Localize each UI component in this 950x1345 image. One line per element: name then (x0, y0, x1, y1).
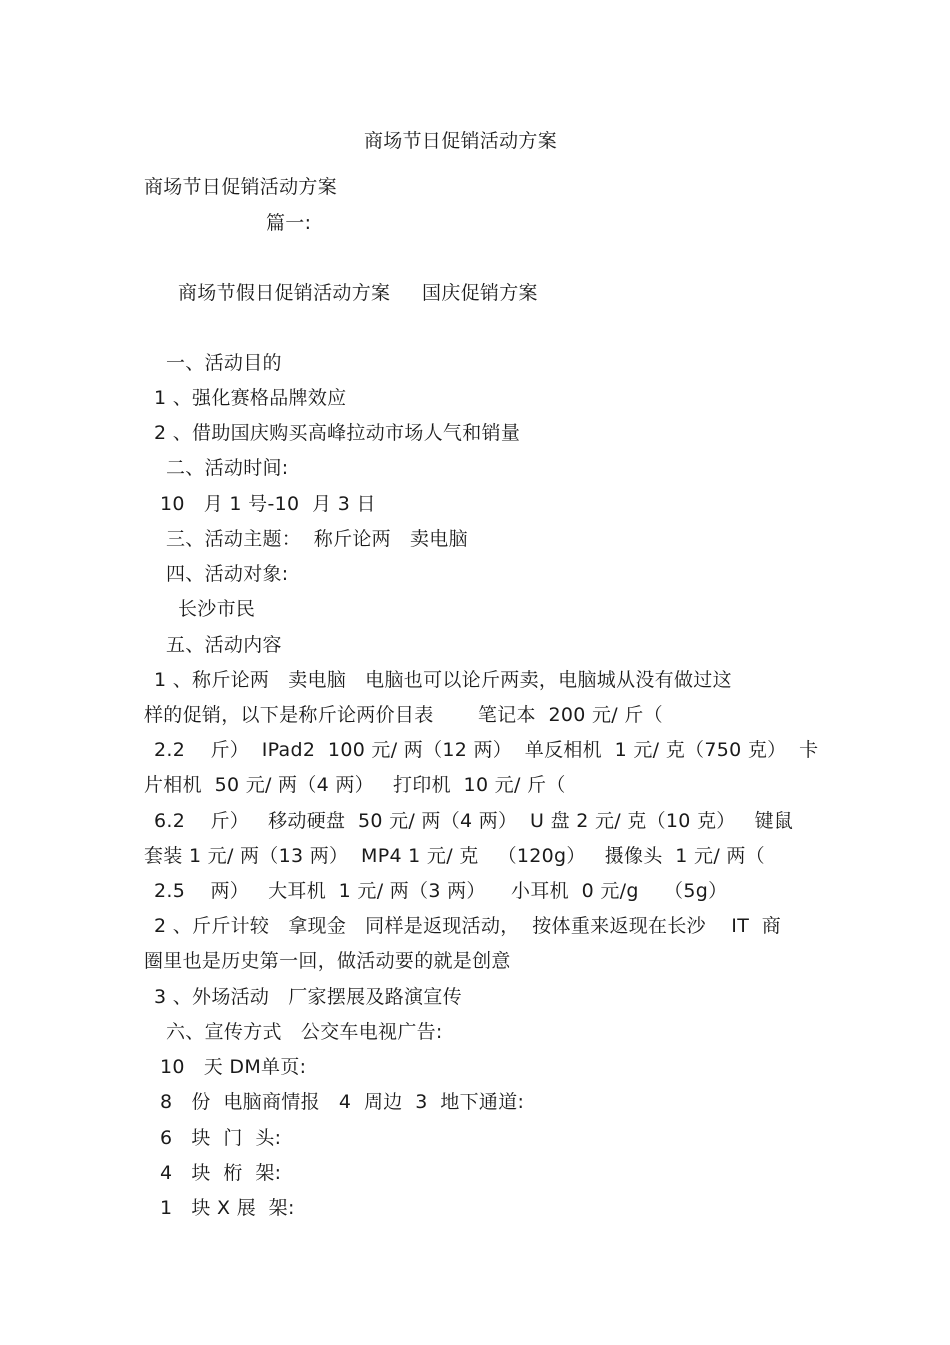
text-line: 四、活动对象: (166, 563, 289, 585)
text-line: 1 、强化赛格品牌效应 (154, 387, 347, 409)
text-line: 套装 1 元/ 两（13 两） MP4 1 元/ 克 （120g） 摄像头 1 元/ 两（ (144, 845, 765, 867)
subtitle: 商场节日促销活动方案 (144, 176, 338, 198)
text-line: 五、活动内容 (166, 634, 282, 656)
text-line: 2.5 两） 大耳机 1 元/ 两（3 两） 小耳机 0 元/g （5g） (154, 880, 728, 902)
heading-line: 商场节假日促销活动方案 国庆促销方案 (178, 282, 538, 304)
text-line: 6 块 门 头: (160, 1127, 282, 1149)
text-line: 片相机 50 元/ 两（4 两） 打印机 10 元/ 斤（ (144, 774, 566, 796)
text-line: 六、宣传方式 公交车电视广告: (166, 1021, 443, 1043)
text-line: 8 份 电脑商情报 4 周边 3 地下通道: (160, 1091, 525, 1113)
text-line: 6.2 斤） 移动硬盘 50 元/ 两（4 两） U 盘 2 元/ 克（10 克） 键鼠 (154, 810, 794, 832)
text-line: 10 月 1 号-10 月 3 日 (160, 493, 376, 515)
text-line: 1 、称斤论两 卖电脑 电脑也可以论斤两卖，电脑城从没有做过这 (154, 669, 732, 691)
text-line: 样的促销，以下是称斤论两价目表 笔记本 200 元/ 斤（ (144, 704, 663, 726)
text-line: 三、活动主题： 称斤论两 卖电脑 (166, 528, 468, 550)
text-line: 10 天 DM单页: (160, 1056, 307, 1078)
document-title: 商场节日促销活动方案 (364, 130, 558, 152)
text-line: 2 、斤斤计较 拿现金 同样是返现活动， 按体重来返现在长沙 IT 商 (154, 915, 782, 937)
text-line: 一、活动目的 (166, 352, 282, 374)
text-line: 长沙市民 (178, 598, 256, 620)
text-line: 二、活动时间: (166, 457, 289, 479)
text-line: 4 块 桁 架: (160, 1162, 282, 1184)
text-line: 1 块 X 展 架: (160, 1197, 295, 1219)
text-line: 2.2 斤） IPad2 100 元/ 两（12 两） 单反相机 1 元/ 克（750 克） 卡 (154, 739, 819, 761)
text-line: 圈里也是历史第一回，做活动要的就是创意 (144, 950, 511, 972)
text-line: 2 、借助国庆购买高峰拉动市场人气和销量 (154, 422, 521, 444)
text-line: 3 、外场活动 厂家摆展及路演宣传 (154, 986, 462, 1008)
section-label: 篇一: (266, 212, 312, 234)
